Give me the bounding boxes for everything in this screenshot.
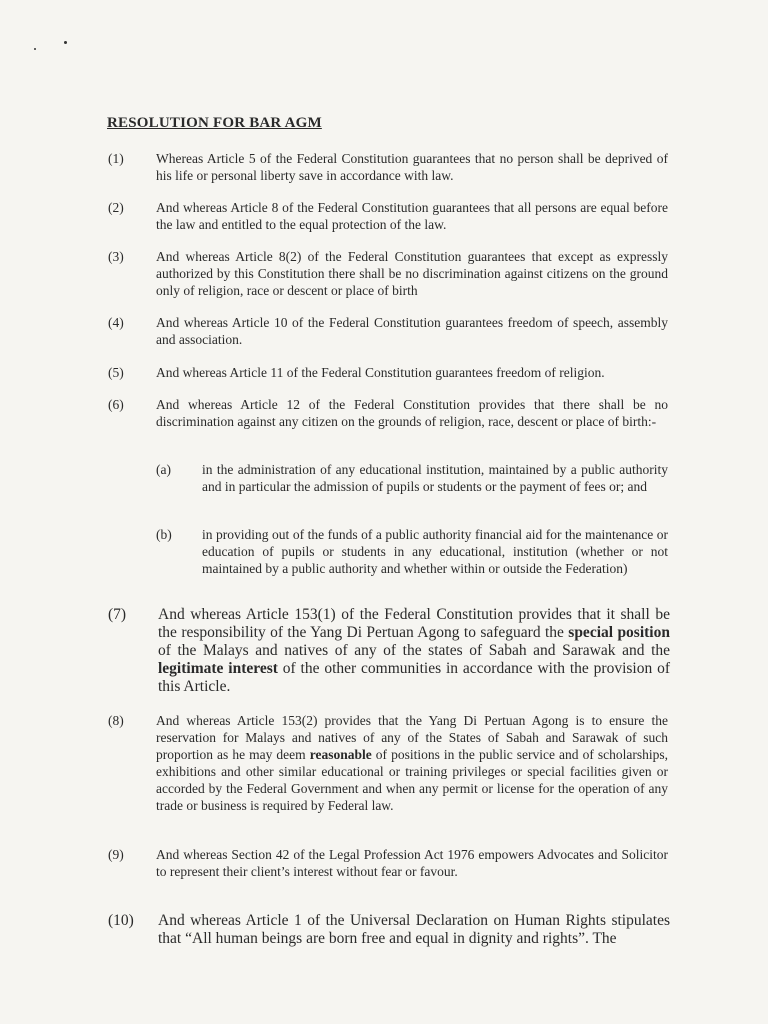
scan-speck (64, 41, 67, 44)
subitem-text: in providing out of the funds of a public authority financial aid for the maintenance or education of pupils or students in any educational, institution (whether or not maintained by a public authority and whether within or outside the Federation) (202, 527, 668, 576)
paragraph-number: (9) (108, 847, 124, 862)
paragraph-number: (4) (108, 315, 124, 330)
paragraph-number: (3) (108, 249, 124, 264)
paragraph-text: And whereas Article 8(2) of the Federal Constitution guarantees that except as expressly authorized by this Constitution there shall be no discrimination against citizens on the ground only of religion, race or descent or place of birth (156, 249, 668, 298)
paragraph-10 (108, 912, 668, 948)
paragraph-text: And whereas Article 153(1) of the Federal Constitution provides that it shall be the responsibility of the Yang Di Pertuan Agong to safeguard the special position of the Malays and natives of any of the states of Sabah and Sarawak and the legitimate interest of the other communities in accordance with the provision of this Article. (158, 606, 670, 695)
paragraph-number: (5) (108, 365, 124, 380)
paragraph-number: (10) (108, 912, 134, 929)
paragraph-9 (108, 846, 668, 880)
paragraph-6 (108, 396, 668, 430)
paragraph-number: (8) (108, 713, 124, 728)
paragraph-number: (2) (108, 200, 124, 215)
paragraph-8 (108, 712, 668, 814)
subitem-label: (b) (156, 527, 172, 542)
paragraph-2 (108, 199, 668, 233)
document-title: RESOLUTION FOR BAR AGM (107, 115, 322, 131)
paragraph-text: And whereas Section 42 of the Legal Profession Act 1976 empowers Advocates and Solicitor to represent their client’s interest without fear or favour. (156, 847, 668, 879)
emphasis-special-position: special position (568, 624, 670, 641)
paragraph-4 (108, 314, 668, 348)
paragraph-5 (108, 364, 668, 381)
paragraph-number: (7) (108, 606, 127, 623)
paragraph-text: And whereas Article 11 of the Federal Constitution guarantees freedom of religion. (156, 365, 605, 380)
subitem-label: (a) (156, 462, 171, 477)
emphasis-reasonable: reasonable (309, 747, 372, 762)
paragraph-7 (108, 606, 668, 696)
paragraph-number: (1) (108, 151, 124, 166)
paragraph-text: And whereas Article 8 of the Federal Constitution guarantees that all persons are equal before the law and entitled to the equal protection of the law. (156, 200, 668, 232)
paragraph-text: And whereas Article 12 of the Federal Constitution provides that there shall be no discrimination against any citizen on the grounds of religion, race, descent or place of birth:- (156, 397, 668, 429)
paragraph-1 (108, 150, 668, 184)
paragraph-text: And whereas Article 10 of the Federal Constitution guarantees freedom of speech, assembly and association. (156, 315, 668, 347)
paragraph-3 (108, 248, 668, 299)
subitem-b (156, 526, 668, 577)
paragraph-text: And whereas Article 153(2) provides that the Yang Di Pertuan Agong is to ensure the reservation for Malays and natives of any of the States of Sabah and Sarawak of such proportion as he may deem reasonable of positions in the public service and of scholarships, exhibitions and other similar educational or training privileges or special facilities given or accorded by the Federal Government and when any permit or license for the operation of any trade or business is required by Federal law. (156, 713, 668, 813)
paragraph-text: And whereas Article 1 of the Universal Declaration on Human Rights stipulates that “All human beings are born free and equal in dignity and rights”. The (158, 912, 670, 947)
paragraph-text: Whereas Article 5 of the Federal Constitution guarantees that no person shall be deprived of his life or personal liberty save in accordance with law. (156, 151, 668, 183)
scan-speck (34, 48, 36, 50)
paragraph-number: (6) (108, 397, 124, 412)
emphasis-legitimate-interest: legitimate interest (158, 660, 278, 677)
subitem-a (156, 461, 668, 495)
subitem-text: in the administration of any educational institution, maintained by a public authority and in particular the admission of pupils or students or the payment of fees or; and (202, 462, 668, 494)
